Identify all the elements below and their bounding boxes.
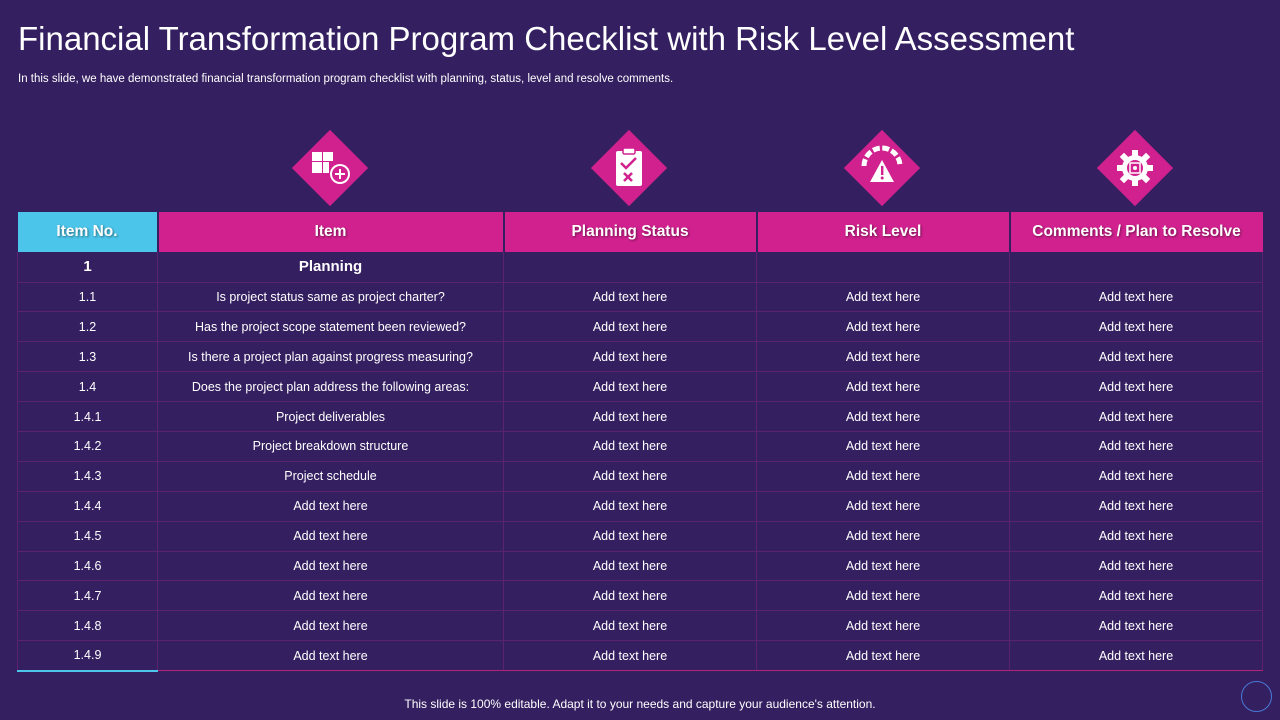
table-row bbox=[18, 431, 1263, 461]
planning-status-cell: Add text here bbox=[504, 491, 757, 521]
slide-footer: This slide is 100% editable. Adapt it to your needs and capture your audience's attention. bbox=[404, 697, 876, 711]
planning-status-cell: Add text here bbox=[504, 551, 757, 581]
item-text: Add text here bbox=[158, 641, 504, 671]
planning-status-cell: Add text here bbox=[504, 402, 757, 432]
table-row bbox=[18, 491, 1263, 521]
empty-cell bbox=[1010, 252, 1263, 282]
header-planning-status: Planning Status bbox=[504, 212, 757, 252]
item-number: 1.3 bbox=[18, 342, 158, 372]
item-text: Add text here bbox=[158, 491, 504, 521]
risk-level-cell: Add text here bbox=[757, 312, 1010, 342]
planning-status-cell: Add text here bbox=[504, 461, 757, 491]
planning-status-cell: Add text here bbox=[504, 431, 757, 461]
empty-cell bbox=[504, 252, 757, 282]
item-text: Add text here bbox=[158, 581, 504, 611]
gear-circuit-icon bbox=[1097, 130, 1173, 206]
risk-level-cell: Add text here bbox=[757, 402, 1010, 432]
item-number: 1.2 bbox=[18, 312, 158, 342]
boxes-plus-icon bbox=[292, 130, 368, 206]
table-row bbox=[18, 581, 1263, 611]
table-row bbox=[18, 461, 1263, 491]
item-text: Project deliverables bbox=[158, 402, 504, 432]
item-text: Project schedule bbox=[158, 461, 504, 491]
section-number: 1 bbox=[18, 252, 158, 282]
table-row bbox=[18, 402, 1263, 432]
item-number: 1.4 bbox=[18, 372, 158, 402]
risk-level-cell: Add text here bbox=[757, 282, 1010, 312]
table-row bbox=[18, 372, 1263, 402]
header-risk-level: Risk Level bbox=[757, 212, 1010, 252]
item-text: Is project status same as project charter? bbox=[158, 282, 504, 312]
comment-cell: Add text here bbox=[1010, 611, 1263, 641]
planning-status-cell: Add text here bbox=[504, 282, 757, 312]
item-number: 1.4.3 bbox=[18, 461, 158, 491]
header-item-no: Item No. bbox=[18, 212, 158, 252]
comment-cell: Add text here bbox=[1010, 551, 1263, 581]
risk-level-cell: Add text here bbox=[757, 431, 1010, 461]
slide-subtitle: In this slide, we have demonstrated financial transformation program checklist with planning, status, level and resolve comments. bbox=[18, 73, 674, 85]
planning-status-cell: Add text here bbox=[504, 581, 757, 611]
item-text: Add text here bbox=[158, 611, 504, 641]
checklist-table bbox=[17, 212, 1263, 672]
item-number: 1.4.2 bbox=[18, 431, 158, 461]
comment-cell: Add text here bbox=[1010, 641, 1263, 671]
table-row bbox=[18, 342, 1263, 372]
section-row bbox=[18, 252, 1263, 282]
comment-cell: Add text here bbox=[1010, 461, 1263, 491]
item-text: Add text here bbox=[158, 521, 504, 551]
risk-level-cell: Add text here bbox=[757, 372, 1010, 402]
risk-level-cell: Add text here bbox=[757, 581, 1010, 611]
planning-status-cell: Add text here bbox=[504, 611, 757, 641]
risk-level-cell: Add text here bbox=[757, 641, 1010, 671]
item-text: Add text here bbox=[158, 551, 504, 581]
planning-status-cell: Add text here bbox=[504, 641, 757, 671]
risk-level-cell: Add text here bbox=[757, 611, 1010, 641]
item-number: 1.4.8 bbox=[18, 611, 158, 641]
comment-cell: Add text here bbox=[1010, 282, 1263, 312]
table-row bbox=[18, 611, 1263, 641]
risk-level-cell: Add text here bbox=[757, 461, 1010, 491]
item-text: Has the project scope statement been reviewed? bbox=[158, 312, 504, 342]
table-row bbox=[18, 551, 1263, 581]
comment-cell: Add text here bbox=[1010, 342, 1263, 372]
corner-circle-decoration bbox=[1241, 681, 1272, 712]
planning-status-cell: Add text here bbox=[504, 372, 757, 402]
comment-cell: Add text here bbox=[1010, 372, 1263, 402]
risk-level-cell: Add text here bbox=[757, 521, 1010, 551]
slide-title: Financial Transformation Program Checklist with Risk Level Assessment bbox=[18, 20, 1075, 57]
item-number: 1.4.7 bbox=[18, 581, 158, 611]
header-item: Item bbox=[158, 212, 504, 252]
header-comments: Comments / Plan to Resolve bbox=[1010, 212, 1263, 252]
gauge-warning-icon bbox=[844, 130, 920, 206]
table-header-row bbox=[18, 212, 1263, 252]
comment-cell: Add text here bbox=[1010, 521, 1263, 551]
comment-cell: Add text here bbox=[1010, 402, 1263, 432]
item-number: 1.4.9 bbox=[18, 641, 158, 671]
comment-cell: Add text here bbox=[1010, 312, 1263, 342]
item-number: 1.4.5 bbox=[18, 521, 158, 551]
planning-status-cell: Add text here bbox=[504, 342, 757, 372]
item-number: 1.4.4 bbox=[18, 491, 158, 521]
table-row bbox=[18, 282, 1263, 312]
planning-status-cell: Add text here bbox=[504, 312, 757, 342]
comment-cell: Add text here bbox=[1010, 491, 1263, 521]
risk-level-cell: Add text here bbox=[757, 491, 1010, 521]
section-title: Planning bbox=[158, 252, 504, 282]
empty-cell bbox=[757, 252, 1010, 282]
clipboard-check-icon bbox=[591, 130, 667, 206]
item-text: Is there a project plan against progress measuring? bbox=[158, 342, 504, 372]
item-text: Project breakdown structure bbox=[158, 431, 504, 461]
risk-level-cell: Add text here bbox=[757, 551, 1010, 581]
table-row bbox=[18, 312, 1263, 342]
comment-cell: Add text here bbox=[1010, 431, 1263, 461]
table-row bbox=[18, 641, 1263, 671]
item-number: 1.1 bbox=[18, 282, 158, 312]
item-text: Does the project plan address the following areas: bbox=[158, 372, 504, 402]
item-number: 1.4.1 bbox=[18, 402, 158, 432]
comment-cell: Add text here bbox=[1010, 581, 1263, 611]
item-number: 1.4.6 bbox=[18, 551, 158, 581]
risk-level-cell: Add text here bbox=[757, 342, 1010, 372]
planning-status-cell: Add text here bbox=[504, 521, 757, 551]
table-row bbox=[18, 521, 1263, 551]
